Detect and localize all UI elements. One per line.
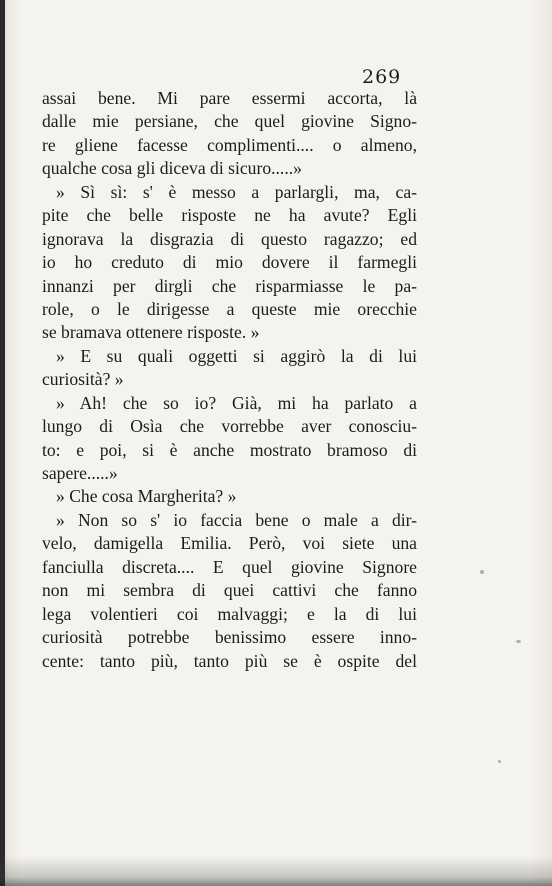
page-bottom-edge	[0, 856, 552, 886]
page-spine-shadow	[0, 0, 5, 886]
body-text	[42, 87, 417, 673]
text-line: » E su quali oggetti si aggirò la di lui	[56, 345, 417, 366]
text-line: dalle mie persiane, che quel giovine Signo-	[42, 111, 417, 132]
text-line: lungo di Osìa che vorrebbe aver conosciu-	[42, 416, 417, 437]
text-line: qualche cosa gli diceva di sicuro.....»	[42, 158, 302, 179]
page-number: 269	[362, 66, 402, 88]
text-line: curiosità potrebbe benissimo essere inno-	[42, 627, 417, 648]
text-line: » Ah! che so io? Già, mi ha parlato a	[56, 392, 417, 413]
paper-speck	[480, 570, 484, 574]
text-line: cente: tanto più, tanto più se è ospite del	[42, 650, 417, 671]
text-line: re gliene facesse complimenti.... o almeno,	[42, 134, 417, 155]
paper-speck	[498, 760, 501, 763]
text-line: role, o le dirigesse a queste mie orecchie	[42, 298, 417, 319]
text-line: pite che belle risposte ne ha avute? Egli	[42, 205, 417, 226]
text-line: » Non so s' io faccia bene o male a dir-	[56, 509, 417, 530]
text-line: curiosità? »	[42, 369, 124, 390]
text-line: non mi sembra di quei cattivi che fanno	[42, 580, 417, 601]
text-line: velo, damigella Emilia. Però, voi siete una	[42, 533, 417, 554]
text-line: sapere.....»	[42, 463, 118, 483]
text-line: » Che cosa Margherita? »	[56, 486, 237, 507]
text-line: to: e poi, si è anche mostrato bramoso di	[42, 439, 417, 460]
paper-speck	[516, 640, 521, 643]
text-line: lega volentieri coi malvaggi; e la di lui	[42, 603, 417, 624]
text-line: ignorava la disgrazia di questo ragazzo; ed	[42, 228, 417, 249]
text-line: io ho creduto di mio dovere il farmegli	[42, 252, 417, 273]
text-line: assai bene. Mi pare essermi accorta, là	[42, 88, 417, 108]
text-line: innanzi per dirgli che risparmiasse le pa-	[42, 275, 417, 296]
text-line: » Sì sì: s' è messo a parlargli, ma, ca-	[56, 181, 417, 202]
text-line: fanciulla discreta.... E quel giovine Signore	[42, 556, 417, 577]
text-line: se bramava ottenere risposte. »	[42, 322, 260, 343]
